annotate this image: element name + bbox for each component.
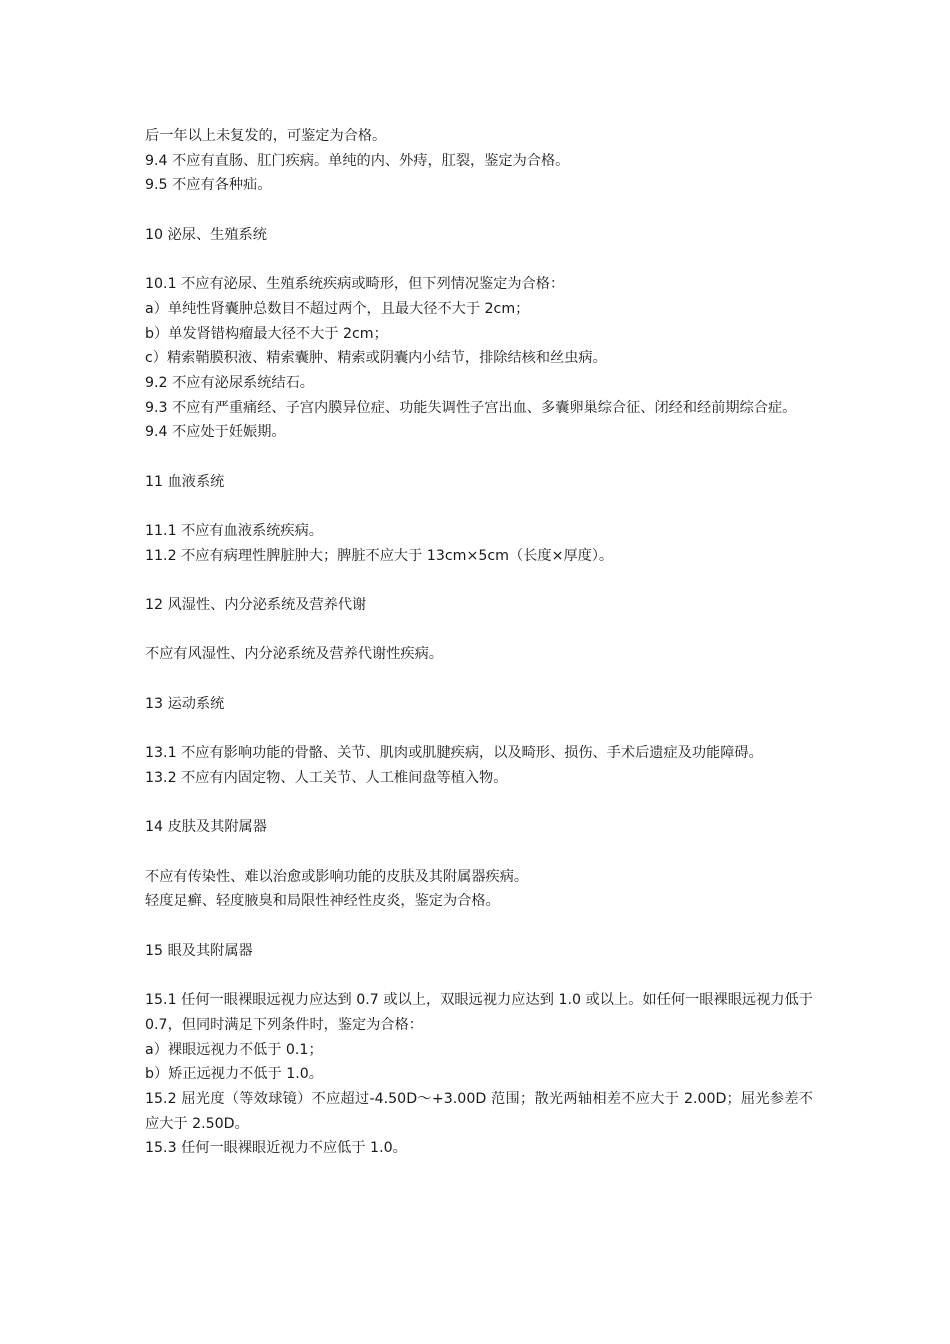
paragraph: 15.3 任何一眼裸眼近视力不应低于 1.0。 [145,1140,407,1157]
paragraph: 11.1 不应有血液系统疾病。 [145,523,323,540]
paragraph: b）矫正远视力不低于 1.0。 [145,1066,323,1083]
paragraph: 11.2 不应有病理性脾脏肿大；脾脏不应大于 13cm×5cm（长度×厚度）。 [145,547,614,564]
paragraph: b）单发肾错构瘤最大径不大于 2cm； [145,325,388,342]
paragraph: 13.2 不应有内固定物、人工关节、人工椎间盘等植入物。 [145,769,508,786]
text-line: 9.4 不应有直肠、肛门疾病。单纯的内、外痔，肛裂，鉴定为合格。 [145,152,570,169]
paragraph: 15.2 屈光度（等效球镜）不应超过-4.50D～+3.00D 范围；散光两轴相差不应大于 2.00D；屈光参差不应大于 2.50D。 [145,1090,813,1132]
section-heading: 10 泌尿、生殖系统 [145,226,267,243]
paragraph: 9.4 不应处于妊娠期。 [145,424,286,441]
text-line: 9.5 不应有各种疝。 [145,177,272,194]
paragraph: 不应有传染性、难以治愈或影响功能的皮肤及其附属器疾病。 [145,868,529,885]
paragraph: 不应有风湿性、内分泌系统及营养代谢性疾病。 [145,646,443,663]
section-heading: 12 风湿性、内分泌系统及营养代谢 [145,597,367,614]
paragraph: c）精索鞘膜积液、精索囊肿、精索或阴囊内小结节，排除结核和丝虫病。 [145,350,607,367]
document-body [145,124,813,1161]
paragraph: 9.3 不应有严重痛经、子宫内膜异位症、功能失调性子宫出血、多囊卵巢综合征、闭经和经前期综合症。 [145,399,797,416]
paragraph: 10.1 不应有泌尿、生殖系统疾病或畸形，但下列情况鉴定为合格： [145,276,565,293]
paragraph: 13.1 不应有影响功能的骨骼、关节、肌肉或肌腱疾病，以及畸形、损伤、手术后遗症及功能障碍。 [145,745,763,762]
paragraph: a）单纯性肾囊肿总数目不超过两个，且最大径不大于 2cm； [145,300,530,317]
section-heading: 15 眼及其附属器 [145,942,253,959]
section-heading: 13 运动系统 [145,695,225,712]
section-heading: 14 皮肤及其附属器 [145,819,267,836]
paragraph: 9.2 不应有泌尿系统结石。 [145,374,314,391]
paragraph: 15.1 任何一眼裸眼远视力应达到 0.7 或以上，双眼远视力应达到 1.0 或以上。如任何一眼裸眼远视力低于 0.7，但同时满足下列条件时，鉴定为合格： [145,992,813,1033]
paragraph: 轻度足癣、轻度腋臭和局限性神经性皮炎，鉴定为合格。 [145,893,500,910]
paragraph: a）裸眼远视力不低于 0.1； [145,1041,323,1058]
section-heading: 11 血液系统 [145,473,225,490]
text-line: 后一年以上未复发的，可鉴定为合格。 [145,128,387,144]
